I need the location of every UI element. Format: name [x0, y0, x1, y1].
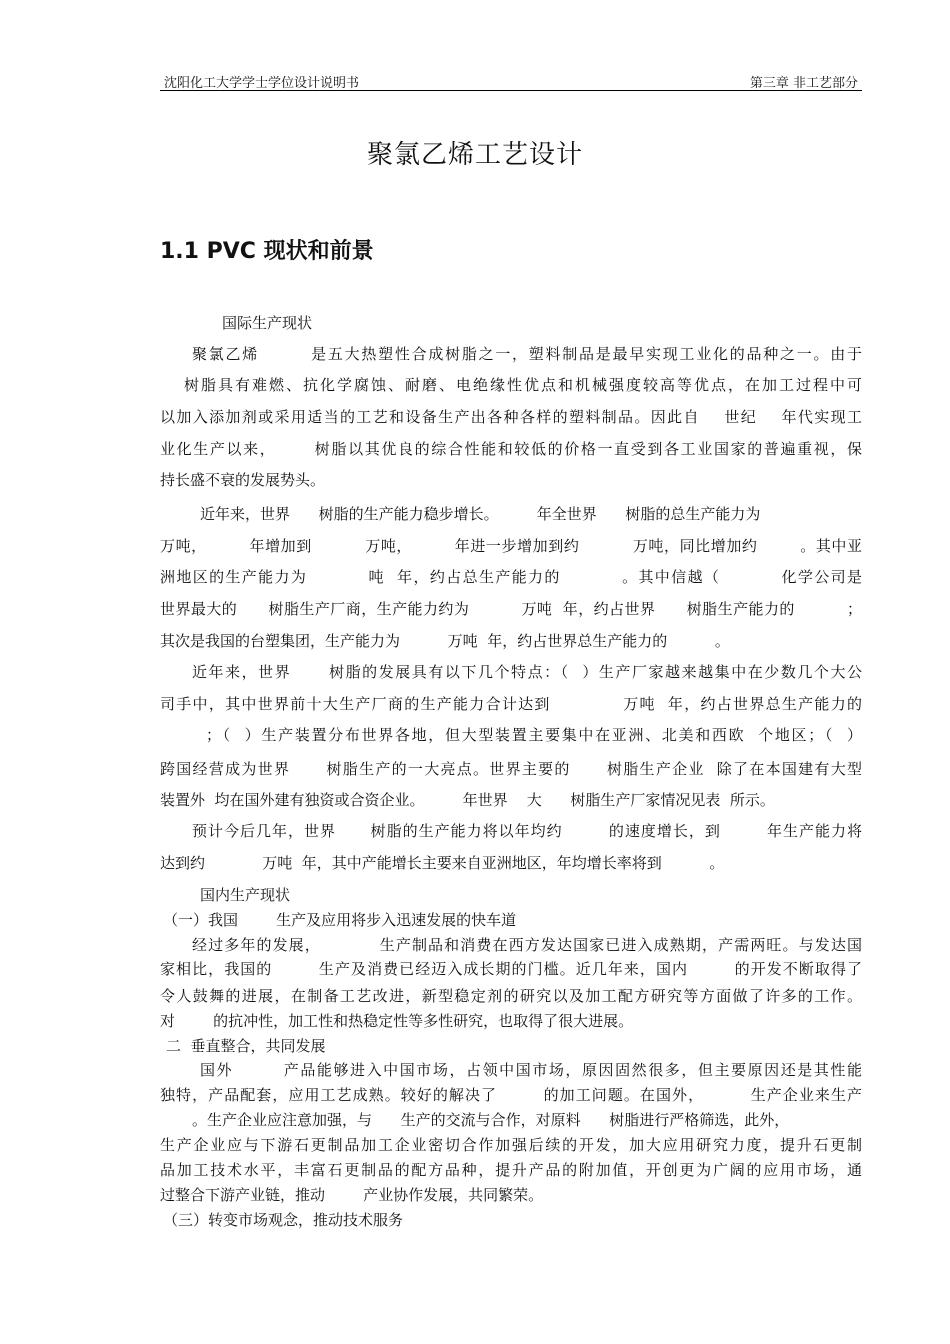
paragraph-line: 近年来，世界 树脂的生产能力稳步增长。 年全世界 树脂的总生产能力为	[200, 505, 761, 523]
paragraph-line: 令人鼓舞的进展，在制备工艺改进，新型稳定剂的研究以及加工配方研究等方面做了许多的工作。	[160, 987, 862, 1005]
paragraph-line: 预计今后几年，世界 树脂的生产能力将以年均约 的速度增长，到 年生产能力将	[192, 822, 862, 840]
paragraph-line: 家相比，我国的 生产及消费已经迈入成长期的门槛。近几年来，国内 的开发不断取得了	[160, 960, 862, 978]
paragraph-line: 品加工技术水平，丰富石更制品的配方品种，提升产品的附加值，开创更为广阔的应用市场，通	[160, 1161, 862, 1179]
paragraph-line: 万吨， 年增加到 万吨， 年进一步增加到约 万吨，同比增加约 。其中亚	[160, 537, 862, 555]
paragraph-line: ；（ ）生产装置分布世界各地，但大型装置主要集中在亚洲、北美和西欧 个地区；（ ）	[206, 726, 862, 744]
paragraph-line: 其次是我国的台塑集团，生产能力为 万吨 年，约占世界总生产能力的 。	[160, 632, 730, 650]
subheading-item-3: （三）转变市场观念，推动技术服务	[163, 1211, 404, 1229]
header-chapter: 第三章 非工艺部分	[749, 76, 858, 91]
paragraph-line: 达到约 万吨 年，其中产能增长主要来自亚洲地区，年均增长率将到 。	[160, 854, 725, 872]
paragraph-line: 对 的抗冲性，加工性和热稳定性等多性研究，也取得了很大进展。	[160, 1012, 634, 1030]
paragraph-line: 持长盛不衰的发展势头。	[160, 471, 326, 489]
subheading-item-2: 二 垂直整合，共同发展	[166, 1037, 326, 1055]
paragraph-line: 跨国经营成为世界 树脂生产的一大亮点。世界主要的 树脂生产企业 除了在本国建有大型	[160, 760, 862, 778]
paragraph-line: 以加入添加剂或采用适当的工艺和设备生产出各种各样的塑料制品。因此自 世纪 年代实现工	[160, 408, 862, 426]
page-header	[160, 70, 862, 91]
section-heading: 1.1 PVC 现状和前景	[160, 239, 374, 264]
paragraph-line: 生产企业应与下游石更制品加工企业密切合作加强后续的开发，加大应用研究力度，提升石更制	[160, 1136, 862, 1154]
paragraph-line: 。生产企业应注意加强，与 生产的交流与合作，对原料 树脂进行严格筛选，此外，	[192, 1111, 790, 1129]
subheading-item-1: （一）我国 生产及应用将步入迅速发展的快车道	[163, 911, 517, 929]
paragraph-line: 过整合下游产业链，推动 产业协作发展，共同繁荣。	[160, 1186, 544, 1204]
paragraph-line: 树脂具有难燃、抗化学腐蚀、耐磨、电绝缘性优点和机械强度较高等优点，在加工过程中可	[184, 376, 862, 394]
subheading-international: 国际生产现状	[222, 314, 313, 332]
paragraph-line: 洲地区的生产能力为 吨 年，约占总生产能力的 。其中信越（ 化学公司是	[160, 568, 862, 586]
paragraph-line: 独特，产品配套，应用工艺成熟。较好的解决了 的加工问题。在国外， 生产企业来生产	[160, 1086, 862, 1104]
paragraph-line: 司手中，其中世界前十大生产厂商的生产能力合计达到 万吨 年，约占世界总生产能力的	[160, 695, 862, 713]
document-title: 聚氯乙烯工艺设计	[366, 140, 583, 170]
paragraph-line: 经过多年的发展， 生产制品和消费在西方发达国家已进入成熟期，产需两旺。与发达国	[192, 936, 862, 954]
paragraph-line: 装置外 均在国外建有独资或合资企业。 年世界 大 树脂生产厂家情况见表 所示。	[160, 791, 775, 809]
paragraph-line: 业化生产以来， 树脂以其优良的综合性能和较低的价格一直受到各工业国家的普遍重视，保	[160, 440, 862, 458]
paragraph-line: 世界最大的 树脂生产厂商，生产能力约为 万吨 年，约占世界 树脂生产能力的 ；	[160, 600, 862, 618]
subheading-domestic: 国内生产现状	[200, 886, 291, 904]
paragraph-line: 国外 产品能够进入中国市场，占领中国市场，原因固然很多，但主要原因还是其性能	[200, 1061, 862, 1079]
paragraph-line: 近年来，世界 树脂的发展具有以下几个特点：（ ）生产厂家越来越集中在少数几个大公	[192, 663, 862, 681]
header-document-title: 沈阳化工大学学士学位设计说明书	[164, 76, 360, 91]
paragraph-line: 聚氯乙烯 是五大热塑性合成树脂之一，塑料制品是最早实现工业化的品种之一。由于	[192, 345, 862, 363]
